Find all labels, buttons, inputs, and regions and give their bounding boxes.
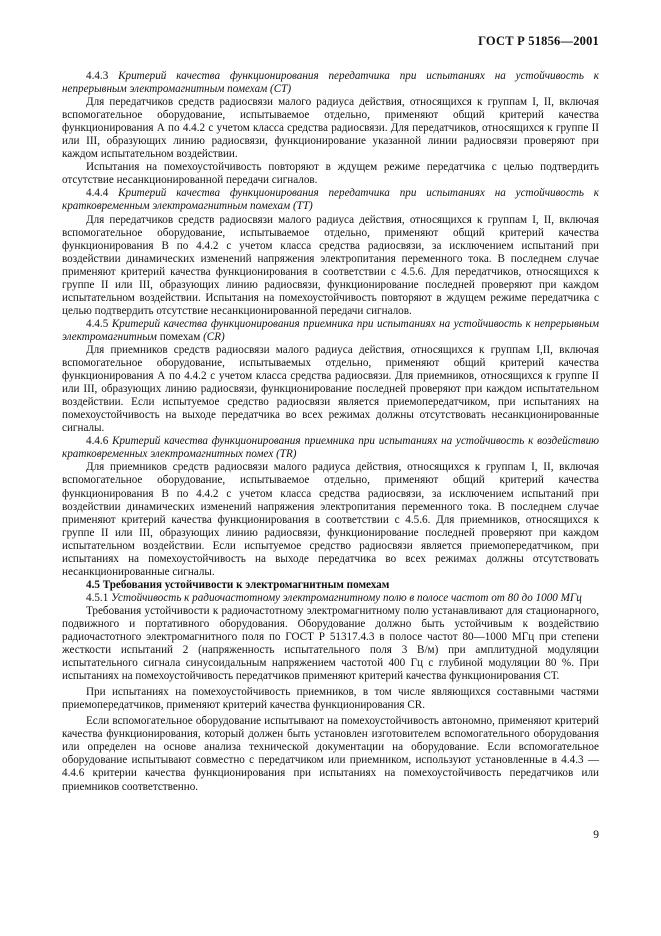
clause-4-4-5-heading: 4.4.5 Критерий качества функционирования приемника при испытаниях на устойчивость к непрерывным электромагнитным помехам (CR) <box>62 317 599 343</box>
clause-4-4-6-heading: 4.4.6 Критерий качества функционирования приемника при испытаниях на устойчивость к воздействию кратковременных электромагнитных помех (TR) <box>62 435 599 461</box>
clause-4-5-1-heading: 4.5.1 Устойчивость к радиочастотному электромагнитному полю в полосе частот от 80 до 1000 МГц <box>86 591 582 604</box>
paragraph: Для приемников средств радиосвязи малого радиуса действия, относящихся к группам I,II, включая вспомогательное оборудование, испытываемых отдельно, применяют общий критерий качества функционирования А по 4.4.2 с учетом класса средства радиосвязи. Для приемников, относящихся к группе II или III, образующих линию радиосвязи, функционирование последней проверяют при каждом испытательном воздействии. Если испытуемое средство радиосвязи является приемопередатчиком, при испытаниях на помехоустойчивость на выходе передатчика во всех режимах должны отсутствовать несанкционированные сигналы. <box>62 343 599 435</box>
paragraph: Если вспомогательное оборудование испытывают на помехоустойчивость автономно, применяют критерий качества функционирования, который должен быть установлен изготовителем вспомогательного оборудования или определен на основе анализа технической документации на оборудование. Если вспомогательное оборудование испытывают совместно с передатчиком или приемником, используют установленные в 4.4.3 — 4.4.6 критерии качества функционирования при испытаниях на помехоустойчивость передатчиков или приемников соответственно. <box>62 715 599 793</box>
paragraph: Для передатчиков средств радиосвязи малого радиуса действия, относящихся к группам I, II, включая вспомогательное оборудование, испытываемое отдельно, применяют общий критерий качества функционирования В по 4.4.2 с учетом класса средства радиосвязи, за исключением испытаний при воздействии динамических изменений напряжения электропитания переменного тока. В последнем случае применяют критерий качества функционирования в соответствии с 4.5.6. Для передатчиков, относящихся к группе II или III, образующих линию радиосвязи, функционирование последней проверяют при каждом испытательном воздействии. Испытания на помехоустойчивость повторяют в ждущем режиме передатчика с целью подтвердить отсутствие несанкционированной передачи сигналов. <box>62 213 599 317</box>
paragraph: Для приемников средств радиосвязи малого радиуса действия, относящихся к группам I, II, включая вспомогательное оборудование, испытываемое отдельно, применяют общий критерий качества функционирования В по 4.4.2 с учетом класса средства радиосвязи, за исключением испытаний при воздействии динамических изменений напряжения электропитания переменного тока. В последнем случае применяют критерий качества функционирования в соответствии с 4.5.6. Для приемников, относящихся к группе II или III, образующих линию радиосвязи, функционирование последней проверяют при каждом испытательном воздействии. Если испытуемое средство радиосвязи является приемопередатчиком, при испытаниях на помехоустойчивость на выходе передатчика во всех режимах должны отсутствовать несанкционированные сигналы. <box>62 461 599 578</box>
clause-4-4-3-heading: 4.4.3 Критерий качества функционирования передатчика при испытаниях на устойчивость к непрерывным электромагнитным помехам (СТ) <box>62 70 599 96</box>
document-body <box>62 70 599 794</box>
paragraph: Для передатчиков средств радиосвязи малого радиуса действия, относящихся к группам I, II, включая вспомогательное оборудование, испытываемое отдельно, применяют общий критерий качества функционирования А по 4.4.2 с учетом класса средства радиосвязи. Для передатчиков, относящихся к группе II или III, образующих линию радиосвязи, функционирование указанной линии радиосвязи проверяют при каждом испытательном воздействии. <box>62 96 599 161</box>
document-header: ГОСТ Р 51856—2001 <box>478 34 599 48</box>
page-number: 9 <box>593 829 599 841</box>
section-4-5-heading: 4.5 Требования устойчивости к электромагнитным помехам <box>86 578 390 591</box>
paragraph: При испытаниях на помехоустойчивость приемников, в том числе являющихся составными частями приемопередатчиков, применяют критерий качества функционирования CR. <box>62 686 599 712</box>
paragraph: Требования устойчивости к радиочастотному электромагнитному полю устанавливают для стационарного, подвижного и портативного оборудования. Оборудование должно быть устойчивым к воздействию радиочастотного электромагнитного поля по ГОСТ Р 51317.4.3 в полосе частот 80—1000 МГц при степени жесткости испытаний 2 (напряженность испытательного поля 3 В/м) при амплитудной модуляции испытательного сигнала синусоидальным напряжением частотой 400 Гц с глубиной модуляции 80 %. При испытаниях на помехоустойчивость передатчиков применяют критерий качества функционирования СТ. <box>62 604 599 683</box>
clause-4-4-4-heading: 4.4.4 Критерий качества функционирования передатчика при испытаниях на устойчивость к кратковременным электромагнитным помехам (ТТ) <box>62 187 599 213</box>
paragraph: Испытания на помехоустойчивость повторяют в ждущем режиме передатчика с целью подтвердить отсутствие несанкционированной передачи сигналов. <box>62 161 599 187</box>
